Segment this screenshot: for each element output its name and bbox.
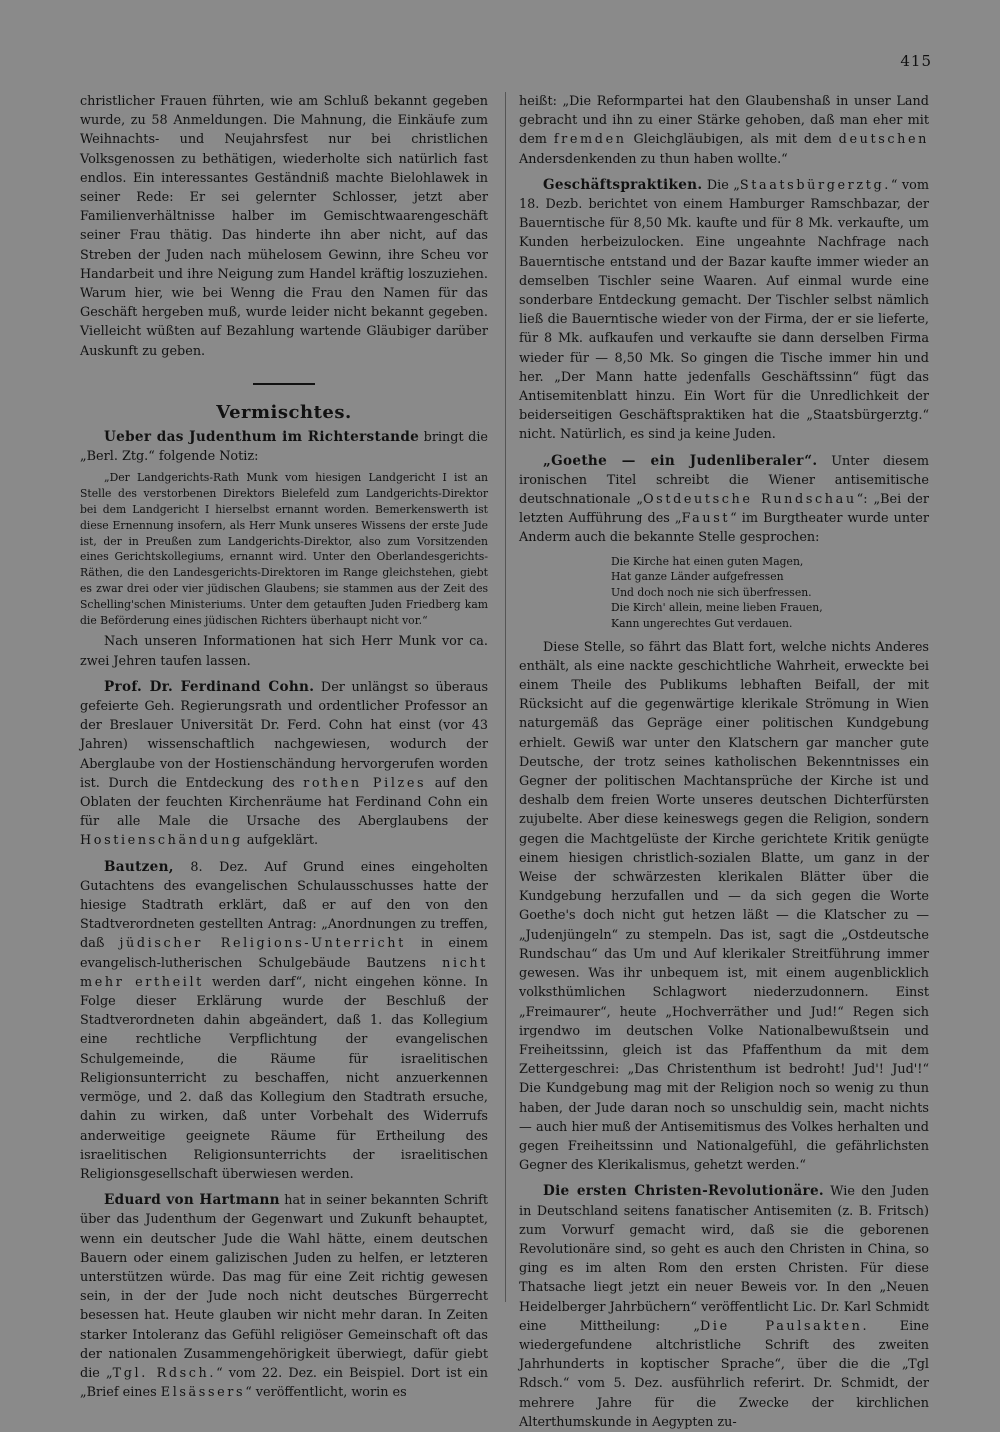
right-column — [519, 92, 929, 1432]
article-geschaeftspraktiken — [519, 176, 929, 445]
article-text: Die „ — [702, 177, 740, 193]
article-text: heißt: „Die Reformpartei hat den Glaubenshaß in unser Land gebracht und ihn zu einer Stärke gehoben, daß man eher mit dem — [519, 94, 929, 148]
article-followup: Nach unseren Informationen hat sich Herr Munk vor ca. zwei Jehren taufen lassen. — [80, 634, 488, 669]
article-text: “: „Bei der letzten Aufführung des „ — [519, 492, 930, 527]
verse-line: Und doch noch nie sich überfressen. — [611, 585, 812, 599]
article-text: Wie den Juden in Deutschland seitens fanatischer Antisemiten (z. B. Fritsch) zum Vorwurf gemacht wird, daß sie die geborenen Revolutionäre sind, so geht es auch den Christen in China, so ging es im alten Rom den ersten Christen. Für diese Thatsache liegt jetzt ein neuer Beweis vor. In den „Neuen Heidelberger Jahrbüchern“ veröffentlicht Lic. Dr. Karl Schmidt eine Mittheilung: „ — [519, 1184, 929, 1334]
verse-line: Hat ganze Länder aufgefressen — [611, 570, 784, 584]
spaced-emphasis: nicht mehr ertheilt — [80, 955, 488, 990]
article-headline: Bautzen, — [104, 858, 174, 875]
article-text: in einem evangelisch-lutherischen Schulgebäude Bautzens — [80, 936, 488, 971]
spaced-emphasis: Die Paulsakten — [700, 1318, 863, 1334]
spaced-emphasis: jüdischer Religions-Unterricht — [119, 936, 406, 952]
article-bautzen — [80, 858, 488, 1184]
article-text: werden darf“, nicht eingehen könne. In Folge dieser Erklärung wurde der Beschluß der Stadtverordneten dahin abgeändert, daß 1. das Kollegium eine rechtliche Verpflichtung der evangelischen Schulgemeinde, die Räume für israelitischen Religionsunterricht zu beschaffen, nicht anzuerkennen vermöge, und 2. daß das Kollegium den Stadtrath ersuche, dahin zu wirken, daß unter Vorbehalt des Widerrufs anderweitige geeignete Räume für Ertheilung des israelitischen Religionsunterrichts der israelitischen Religionsgesellschaft überwiesen werden. — [80, 974, 488, 1182]
article-goethe-continued: Diese Stelle, so fährt das Blatt fort, welche nichts Anderes enthält, als eine nackte geschichtliche Wahrheit, erweckte bei einem Theile des Publikums lebhaften Beifall, der mit Rücksicht auf die gegenwärtige klerikale Strömung in Wien naturgemäß das Gepräge einer politischen Kundgebung erhielt. Gewiß war unter den Klatschern gar mancher gute Deutsche, der trotz seines katholischen Bekenntnisses ein Gegner der politischen Machtansprüche der Kirche ist und deshalb dem freien Worte unseres deutschen Dichterfürsten zujubelte. Aber diese keineswegs gegen die Religion, sondern gegen die Machtgelüste der Kirche gerichtete Kritik genügte einem hiesigen christlich-sozialen Blatte, um ganz in der Weise der schwärzesten klerikalen Blätter über die Kundgebung herzufallen und — da sich gegen die Worte Goethe's doch nicht gut hetzen läßt — die Klatscher zu — „Judenjüngeln“ zu stempeln. Das ist, sagt die „Ostdeutsche Rundschau“ das Um und Auf klerikaler Streitführung immer gewesen. Was ihr unbequem ist, mit einem augenblicklich volksthümlichen Schlagwort niederzudonnern. Einst „Freimaurer“, heute „Hochverräther und Jud!“ Regen sich irgendwo im deutschen Volke Nationalbewußtsein und Freiheitssinn, gleich ist das Pfaffenthum da mit dem Zettergeschrei: „Das Christenthum ist bedroht! Jud'! Jud'!“ Die Kundgebung mag mit der Religion noch so wenig zu thun haben, der Jude daran noch so unschuldig sein, macht nichts — auch hier muß der Antisemitismus des Volkes herhalten und gegen Freiheitssinn und Nationalgefühl, die gefährlichsten Gegner des Klerikalismus, gehetzt werden.“ — [519, 639, 929, 1174]
article-text: aufgeklärt. — [242, 833, 319, 849]
spaced-emphasis: Elsässers — [160, 1385, 246, 1401]
verse-line: Die Kirch' allein, meine lieben Frauen, — [611, 601, 823, 615]
article-text: hat in seiner bekannten Schrift über das Judenthum der Gegenwart und Zukunft behauptet, wenn ein deutscher Jude die Wahl hätte, einem deutschen Bauern oder einem galizischen Juden zu helfen, er letzteren unterstützen würde. Das mag für eine Zeit richtig gewesen sein, in der der Jude noch nicht deutsches Bürgerrecht besessen hat. Heute glauben wir nicht mehr daran. In Zeiten starker Intoleranz das Gefühl religiöser Gemeinschaft oft das der nationalen Zusammengehörigkeit überwiegt, dafür giebt die „ — [80, 1193, 488, 1381]
article-text: Der unlängst so überaus gefeierte Geh. Regierungsrath und ordentlicher Professor an der Breslauer Universität Dr. Ferd. Cohn hat einst (vor 43 Jahren) wissenschaftlich nachgewiesen, wodurch der Aberglaube von der Hostienschändung hervorgerufen worden ist. Durch die Entdeckung des — [80, 679, 489, 791]
article-quote: „Der Landgerichts-Rath Munk vom hiesigen Landgericht I ist an Stelle des verstorbenen Direktors Bielefeld zum Landgerichts-Direktor bei dem Landgericht I hierselbst ernannt worden. Bemerkenswerth ist diese Ernennung insofern, als Herr Munk unseres Wissens der erste Jude ist, der in Preußen zum Landgerichts-Direktor, also zum Vorsitzenden eines Gerichtskollegiums, ernannt wird. Unter den Oberlandesgerichts-Räthen, die den Landesgerichts-Direktoren im Range gleichstehen, giebt es zwar drei oder vier jüdischen Glaubens; sie stammen aus der Zeit des Schelling'schen Ministeriums. Unter dem getauften Juden Friedberg kam die Beförderung eines jüdischen Richters überhaupt nicht vor.“ — [80, 471, 488, 627]
faust-verse — [611, 554, 929, 632]
article-text: “ vom 18. Dezb. berichtet von einem Hamburger Ramschbazar, der Bauerntische für 8,50 Mk. kaufte und für 8 Mk. verkaufte, um Kunden herbeizulocken. Eine ungeahnte Nachfrage nach Bauerntische entstand und der Bazar kaufte immer wieder an demselben Tischler seine Waaren. Auf einmal wurde eine sonderbare Entdeckung gemacht. Der Tischler selbst nämlich ließ die Bauerntische wieder von der Firma, der er sie lieferte, für 8 Mk. aufkaufen und verkaufte sie dann derselben Firma wieder für — 8,50 Mk. So gingen die Tische immer hin und her. „Der Mann hatte jedenfalls Geschäftssinn“ fügt das Antisemitenblatt hinzu. Ein Wort für die Unredlichkeit der beiderseitigen Geschäftspraktiken hat die „Staatsbürgerztg.“ nicht. Natürlich, es sind ja keine Juden. — [519, 177, 929, 443]
spaced-emphasis: fremden — [553, 132, 627, 148]
article-text: “ vom 22. Dez. ein Beispiel. Dort ist ein „Brief eines — [80, 1365, 488, 1401]
article-goethe — [519, 452, 929, 548]
section-rule — [253, 383, 315, 385]
spaced-emphasis: Faust — [681, 511, 731, 527]
continued-paragraph — [519, 92, 929, 169]
article-lead: bringt die „Berl. Ztg.“ folgende Notiz: — [80, 430, 488, 465]
article-headline: Eduard von Hartmann — [104, 1192, 280, 1209]
verse-line: Kann ungerechtes Gut verdauen. — [611, 617, 793, 631]
article-text: Andersdenkenden zu thun haben wollte.“ — [519, 151, 788, 167]
article-christen-revolutionaere — [519, 1182, 929, 1432]
spaced-emphasis: Hostienschändung — [80, 833, 243, 849]
article-text: Gleichgläubigen, als mit dem — [626, 132, 839, 148]
article-headline: Ueber das Judenthum im Richterstande — [104, 429, 420, 446]
verse-line: Die Kirche hat einen guten Magen, — [611, 554, 804, 568]
article-text: “ im Burgtheater wurde unter Anderm auch die bekannte Stelle gesprochen: — [519, 511, 930, 546]
article-text: Unter diesem ironischen Titel schreibt die Wiener antisemitische deutschnationale „ — [519, 453, 929, 508]
article-headline: Die ersten Christen-Revolutionäre. — [543, 1183, 824, 1200]
continued-paragraph: christlicher Frauen führten, wie am Schluß bekannt gegeben wurde, zu 58 Anmeldungen. Die Mahnung, die Einkäufe zum Weihnachts- und Neujahrsfest nur bei christlichen Volksgenossen zu bethätigen, wiederholte sich natürlich fast endlos. Ein interessantes Geständniß machte Bielohlawek in seiner Rede: Er sei gelernter Schlosser, jetzt aber Familienverhältnisse halber im Gemischtwaarengeschäft seiner Frau thätig. Das hinderte ihn aber nicht, auf das Streben der Juden nach mühelosem Gewinn, ihre Scheu vor Handarbeit und ihre Neigung zum Handel kräftig loszuziehen. Warum hier, wie bei Wenng die Frau den Namen für das Geschäft hergeben muß, wurde leider nicht bekannt gegeben. Vielleicht wüßten auf Bezahlung wartende Gläubiger darüber Auskunft zu geben. — [80, 94, 488, 359]
spaced-emphasis: Staatsbürgerztg. — [739, 177, 891, 193]
section-title: Vermischtes. — [216, 401, 352, 423]
page-number: 415 — [900, 52, 932, 70]
column-divider — [505, 92, 506, 1302]
article-hartmann — [80, 1191, 488, 1402]
article-text: . Eine wiedergefundene altchristliche Schrift des zweiten Jahrhunderts in koptischer Sprache“, über die die „Tgl Rdsch.“ vom 5. Dez. ausführlich referirt. Dr. Schmidt, der mehrere Jahre für die Zwecke der kirchlichen Alterthumskunde in Aegypten zu- — [519, 1318, 929, 1430]
article-text: “ veröffentlicht, worin es — [245, 1385, 407, 1401]
article-headline: Geschäftspraktiken. — [543, 176, 703, 193]
spaced-emphasis: Tgl. Rdsch. — [112, 1365, 217, 1381]
spaced-emphasis: Ostdeutsche Rundschau — [643, 492, 857, 508]
left-column — [80, 92, 488, 1402]
article-text: auf den Oblaten der feuchten Kirchenräume hat Ferdinand Cohn ein für alle Male die Ursache des Aberglaubens der — [80, 775, 489, 830]
spaced-emphasis: rothen Pilzes — [303, 775, 427, 791]
article-ferdinand-cohn — [80, 678, 488, 851]
spaced-emphasis: deutschen — [838, 132, 929, 148]
article-judenthum-richterstande — [80, 428, 488, 466]
article-text: 8. Dez. Auf Grund eines eingeholten Gutachtens des evangelischen Schulausschusses hatte der hiesige Stadtrath erklärt, daß er auf den von den Stadtverordneten gestellten Antrag: „Anordnungen zu treffen, daß — [80, 859, 488, 952]
article-headline: Prof. Dr. Ferdinand Cohn. — [104, 678, 315, 695]
article-headline: „Goethe — ein Judenliberaler“. — [543, 452, 818, 469]
